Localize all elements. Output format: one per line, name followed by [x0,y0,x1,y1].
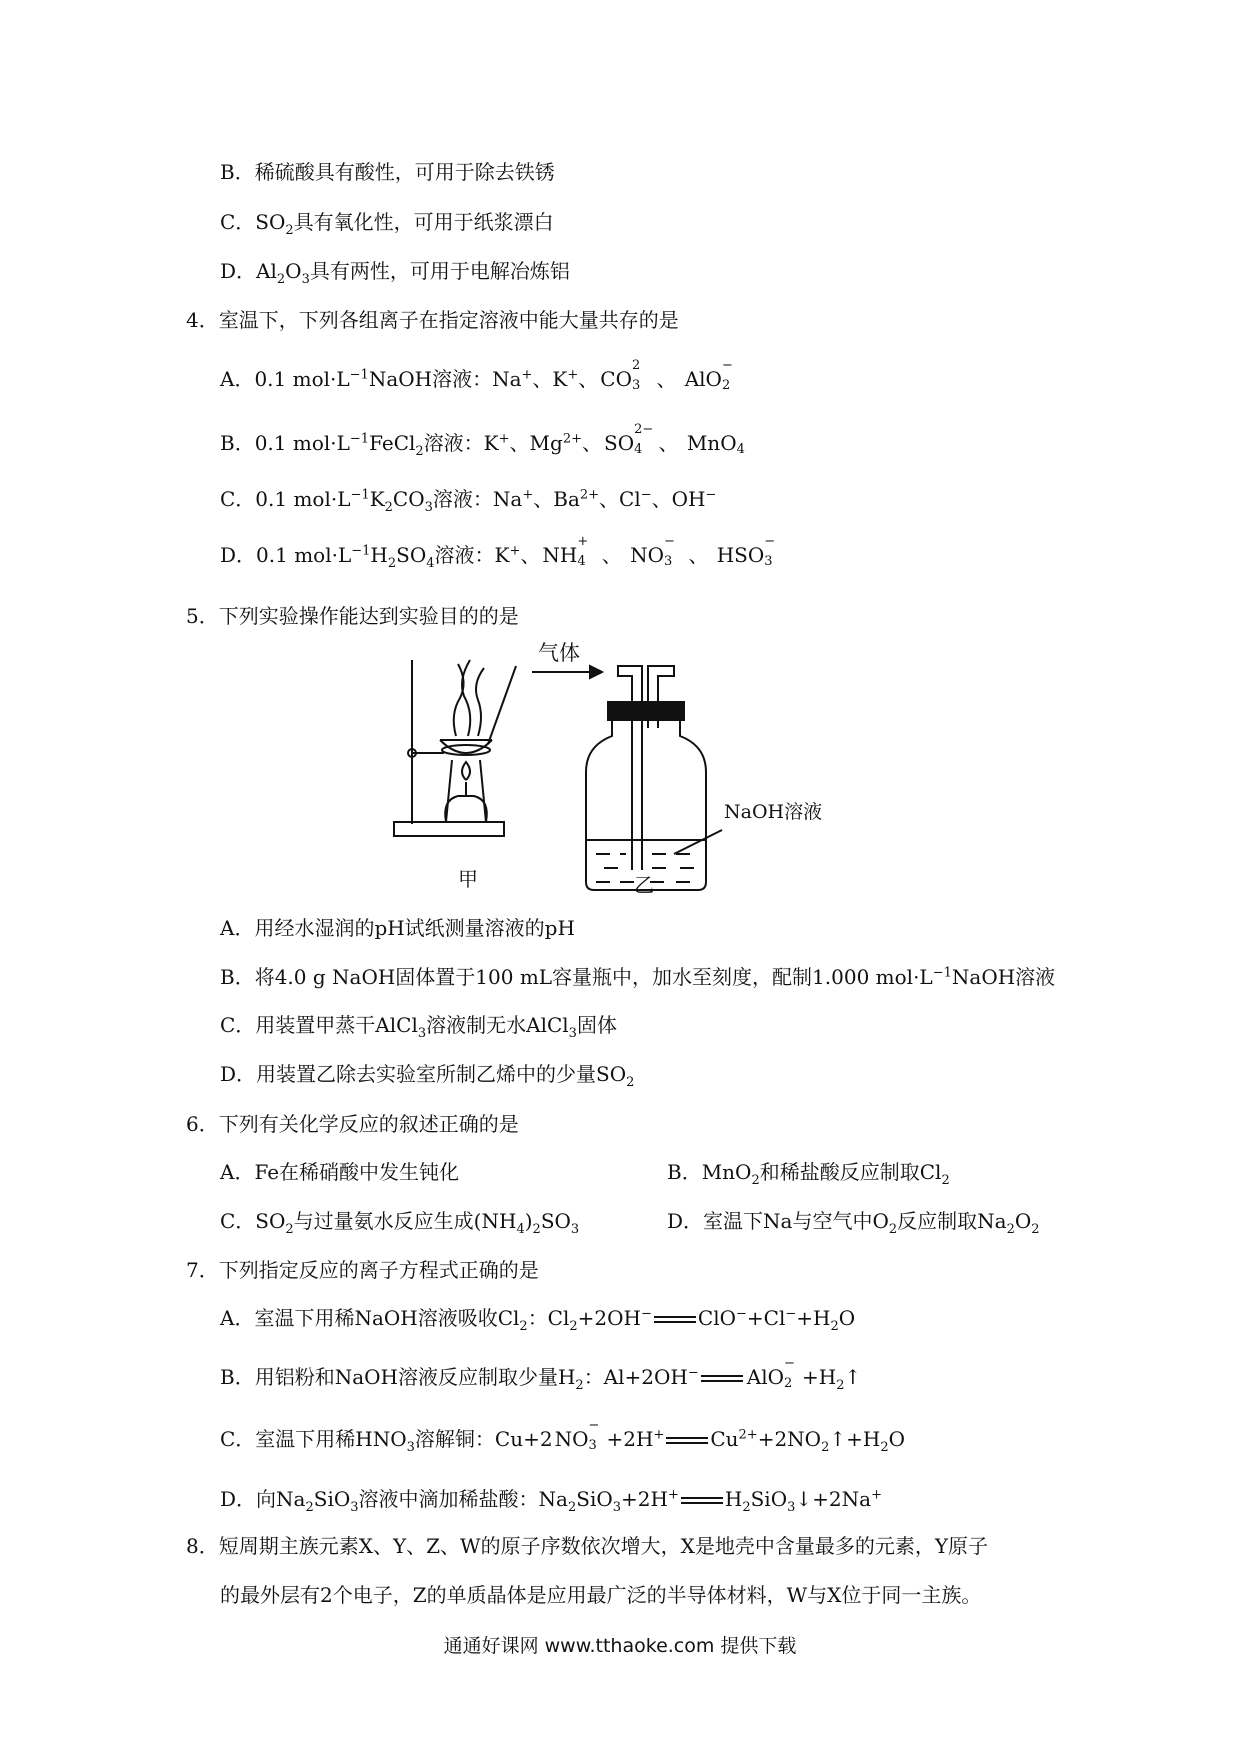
equals-sign [666,1436,708,1446]
q4-stem: 4．室温下，下列各组离子在指定溶液中能大量共存的是 [186,308,679,332]
q3-option-c: C．$SO_2$具有氧化性，可用于纸浆漂白 [220,210,554,238]
q7-option-d: D．向$Na_2SiO_3$溶液中滴加稀盐酸：$Na_2SiO_3+2H^+$ $H_2SiO_3↓+2Na^+$ [220,1487,882,1515]
q4-option-a: A．0.1 $mol\cdot L^{-1}NaOH$溶液：Na+、K+、 CO 2 3 、 AlO − 2 [220,358,733,393]
gas-label: 气体 [538,641,580,665]
steam-1 [454,664,464,736]
label-leader [674,830,722,854]
q6-option-b: B．MnO$_2$和稀盐酸反应制取$Cl_2$ [667,1160,950,1188]
q6-stem: 6．下列有关化学反应的叙述正确的是 [186,1112,519,1136]
equals-sign [654,1315,696,1325]
q7-stem: 7．下列指定反应的离子方程式正确的是 [186,1258,539,1282]
q5-option-c: C．用装置甲蒸干AlCl$_3$溶液制无水AlCl$_3$固体 [220,1013,617,1041]
steam-2 [462,660,470,736]
apparatus-yi [532,666,722,890]
stopper [608,702,684,720]
q5-option-b: B．将4.0 g NaOH固体置于100 mL容量瓶中，加水至刻度，配制1.000 $mol\cdot L^{-1}NaOH$溶液 [220,965,1056,989]
steam-3 [476,668,484,736]
base-plate [394,822,504,836]
q5-option-d: D．用装置乙除去实验室所制乙烯中的少量$SO_2$ [220,1062,635,1090]
flame [462,762,470,780]
q8-line-2: 的最外层有2个电子，Z的单质晶体是应用最广泛的半导体材料，W与X位于同一主族。 [220,1583,982,1607]
q3-option-b: B．稀硫酸具有酸性，可用于除去铁锈 [220,160,555,184]
q4-option-d: D．0.1 $mol\cdot L^{-1}H_2SO_4$溶液：K+、 NH + 4 、 NO − 3 、 HSO − 3 [220,534,776,571]
glass-rod [488,666,516,744]
q6-option-a: A．Fe在稀硝酸中发生钝化 [220,1160,460,1184]
q4-option-c: C．0.1 $mol\cdot L^{-1}K_2CO_3$溶液：Na+、$Ba^{2+}$、Cl−、OH− [220,487,717,515]
q3-option-d: D．$Al_2O_3$具有两性，可用于电解冶炼铝 [220,259,570,287]
bottle [586,720,706,890]
q8-line-1: 8．短周期主族元素X、Y、Z、W的原子序数依次增大，X是地壳中含量最多的元素，Y原子 [186,1534,989,1558]
q7-option-b: B．用铝粉和NaOH溶液反应制取少量$H_2$：Al+2OH− AlO − 2 $+H_2↑$ [220,1356,862,1393]
jia-label: 甲 [458,867,478,891]
q7-option-c: C．室温下用稀$HNO_3$溶解铜：Cu+2 NO − 3 +2H+ $Cu^{2+}+2NO_2↑+H_2O$ [220,1418,906,1455]
q5-option-a: A．用经水湿润的pH试纸测量溶液的pH [220,916,575,940]
gas-arrow-head [590,666,602,678]
apparatus-jia [394,660,516,836]
apparatus-figure [380,640,920,902]
q4-option-b: B．0.1 $mol\cdot L^{-1}FeCl_2$溶液：K+、$Mg^{2+}$、 SO 2− 4 、 MnO 4 [220,422,745,459]
equals-sign [701,1374,743,1384]
evaporating-dish [440,740,492,753]
equals-sign [681,1496,723,1506]
q7-option-a: A．室温下用稀NaOH溶液吸收$Cl_2$：$Cl_2+2OH^-$ $ClO^-+Cl^-+H_2O$ [220,1306,856,1334]
yi-label: 乙 [634,873,654,897]
q6-option-c: C．$SO_2$与过量氨水反应生成$(NH_4)_2SO_3$ [220,1209,580,1237]
page-footer: 通通好课网 www.tthaoke.com 提供下载 [443,1635,797,1657]
q6-option-d: D．室温下Na与空气中$O_2$反应制取$Na_2O_2$ [667,1209,1040,1237]
q5-stem: 5．下列实验操作能达到实验目的的是 [186,604,519,628]
alcohol-lamp [445,796,487,822]
naoh-label: NaOH溶液 [724,801,823,823]
